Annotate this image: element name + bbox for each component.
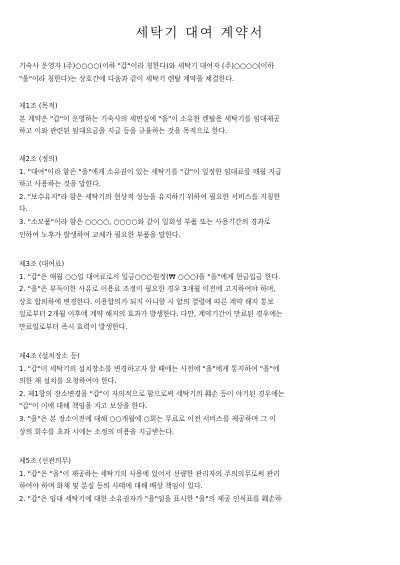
article-line: 일로부터 2개월 이후에 계약 해지의 효과가 발생한다. 다만, 계약기간이 만료된 경우에는 <box>19 310 283 319</box>
article-line: "갑"이 이에 대해 책임을 지고 보상을 한다. <box>19 402 148 411</box>
article-line: 만료일로부터 즉시 효력이 발생한다. <box>19 322 128 331</box>
article-line: 1. "갑"은 매월 ○○일 대여료로서 일금○○○원정(₩ ○○○)을 "을"에게 현금입금 한다. <box>19 272 281 281</box>
article-heading: 제1조 (목적) <box>19 102 58 110</box>
section-article-3 <box>19 258 381 334</box>
section-article-1 <box>19 100 381 138</box>
article-line: 1. "갑"이 세탁기의 설치장소를 변경하고자 할 때에는 사전에 "을"에게 통지하여 "을"에 <box>19 364 280 373</box>
article-line: 2. 제1항의 장소변경을 "갑"이 자의적으로 함으로써 세탁기의 훼손 등이 야기된 경우에는 <box>19 389 285 398</box>
article-line: 2. "보수유지"라 함은 세탁기의 현상적 성능을 유지하기 위하여 필요한 서비스를 지칭한 <box>19 192 281 201</box>
article-line: 하고 이와 관련된 임대요금을 지급 등을 규율하는 것을 목적으로 한다. <box>19 127 228 136</box>
article-line: 1. "갑"은 "을"이 제공하는 세탁기의 사용에 있어서 선량한 관리자의 주의의무로써 관리 <box>19 469 280 478</box>
article-line: 2. "갑"은 임대 세탁기에 대한 소유권자가 "을"임을 표시한 "을"의 제공 인식표를 훼손하 <box>19 494 282 503</box>
article-line: 2. "을"은 부득이한 사유로 이용료 조정이 필요한 경우 3개월 이전에 고지하여야 하며, <box>19 285 276 294</box>
article-line: 의한 재 설치를 요청하여야 한다. <box>19 377 117 386</box>
article-heading: 제5조 (선관의무) <box>19 457 71 465</box>
intro-line: "을"이라 칭한다)는 상호간에 다음과 같이 세탁기 렌탈 계약을 체결한다. <box>19 74 235 83</box>
article-heading: 제4조 (설치장소 등) <box>19 352 80 360</box>
article-line: 하고 사용하는 것을 말한다. <box>19 180 101 189</box>
section-article-4 <box>19 350 381 438</box>
article-line: 상의 회수를 초과 시에는 소정의 비용을 지급받는다. <box>19 427 175 436</box>
article-line: 1. "대여"이라 함은 "을"에게 소유권이 있는 세탁기를 "갑"이 일정한 임대료를 매월 지급 <box>19 167 282 176</box>
article-line: 다. <box>19 205 28 214</box>
article-line: 인하여 노후가 발생하여 교체가 필요한 부품을 말한다. <box>19 230 181 239</box>
section-article-2 <box>19 153 381 241</box>
article-line: 3. "을"은 본 장소이전에 대해 ○○개월에 ○회는 무료로 이전 서비스를 제공하며 그 이 <box>19 414 276 423</box>
section-article-5 <box>19 455 381 505</box>
article-heading: 제2조 (정의) <box>19 155 58 163</box>
document-title: 세탁기 대여 계약서 <box>135 26 265 41</box>
intro-line: 기숙사 운영자 (주)○○○○(이하 "갑"이라 칭한다)와 세탁기 대여자 (주)○○○○(이하 <box>19 62 274 70</box>
article-line: 하여야 하며 화재 및 분실 등의 사태에 대해 배상 책임이 있다. <box>19 482 203 491</box>
article-line: 상호 합의하에 변경한다. 이용합의가 되지 아니할 시 합의 결렬에 따른 계약 해지 통보 <box>19 297 274 306</box>
article-line: 3. "소모품"이라 함은 ○○○○, ○○○○와 같이 일회성 부품 또는 사용기간의 경과로 <box>19 217 271 226</box>
article-line: 본 계약은 "갑"이 운영하는 기숙사의 세면실에 "을"이 소유한 렌탈용 세탁기를 임대제공 <box>19 114 280 123</box>
intro-paragraph <box>19 60 381 85</box>
article-heading: 제3조 (대여료) <box>19 260 65 268</box>
